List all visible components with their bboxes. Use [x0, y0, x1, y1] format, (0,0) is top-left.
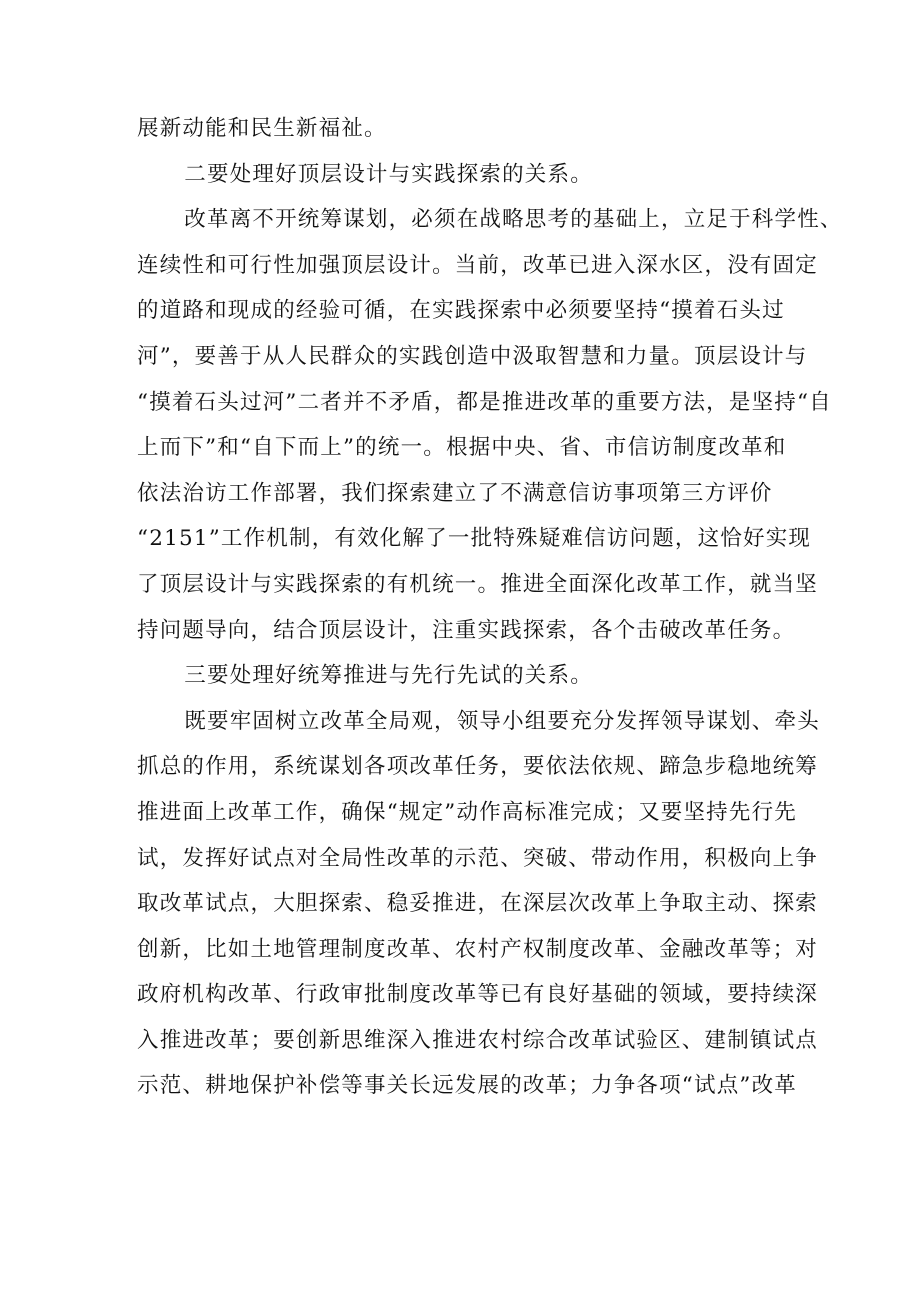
- text-line: 展新动能和民生新福祉。: [137, 116, 387, 141]
- text-line: 连续性和可行性加强顶层设计。当前，改革已进入深水区，没有固定: [137, 252, 819, 278]
- document-body: [137, 106, 843, 1109]
- paragraph-coordinated-advancement: [137, 699, 820, 1109]
- text-line: “2151”工作机制，有效化解了一批特殊疑难信访问题，这恰好实现: [137, 526, 812, 552]
- paragraph-top-level-design: [137, 197, 843, 653]
- text-line: 了顶层设计与实践探索的有机统一。推进全面深化改革工作，就当坚: [137, 571, 819, 597]
- text-line: 的道路和现成的经验可循，在实践探索中必须要坚持“摸着石头过: [137, 298, 785, 324]
- text-line: 河”，要善于从人民群众的实践创造中汲取智慧和力量。顶层设计与: [137, 343, 808, 369]
- text-line: 持问题导向，结合顶层设计，注重实践探索，各个击破改革任务。: [137, 617, 796, 643]
- text-line: 政府机构改革、行政审批制度改革等已有良好基础的领域，要持续深: [137, 982, 819, 1008]
- section-heading-2: [137, 152, 789, 198]
- text-line: “摸着石头过河”二者并不矛盾，都是推进改革的重要方法，是坚持“自: [137, 389, 832, 415]
- text-line: 推进面上改革工作，确保“规定”动作高标准完成；又要坚持先行先: [137, 799, 797, 825]
- text-line: 既要牢固树立改革全局观，领导小组要充分发挥领导谋划、牵头: [184, 708, 820, 734]
- text-line: 改革离不开统筹谋划，必须在战略思考的基础上，立足于科学性、: [184, 207, 843, 233]
- text-line: 上而下”和“自下而上”的统一。根据中央、省、市信访制度改革和: [137, 435, 787, 461]
- text-line: 创新，比如土地管理制度改革、农村产权制度改革、金融改革等；对: [137, 936, 819, 962]
- section-heading-text: 三要处理好统筹推进与先行先试的关系。: [184, 663, 593, 689]
- section-heading-text: 二要处理好顶层设计与实践探索的关系。: [184, 161, 593, 187]
- paragraph-continuation: [137, 106, 789, 152]
- section-heading-3: [137, 653, 789, 699]
- text-line: 示范、耕地保护补偿等事关长远发展的改革；力争各项“试点”改革: [137, 1073, 797, 1099]
- text-line: 入推进改革；要创新思维深入推进农村综合改革试验区、建制镇试点: [137, 1027, 819, 1053]
- text-line: 抓总的作用，系统谋划各项改革任务，要依法依规、蹄急步稳地统筹: [137, 754, 819, 780]
- text-line: 依法治访工作部署，我们探索建立了不满意信访事项第三方评价: [137, 480, 773, 506]
- text-line: 取改革试点，大胆探索、稳妥推进，在深层次改革上争取主动、探索: [137, 891, 819, 917]
- text-line: 试，发挥好试点对全局性改革的示范、突破、带动作用，积极向上争: [137, 845, 819, 871]
